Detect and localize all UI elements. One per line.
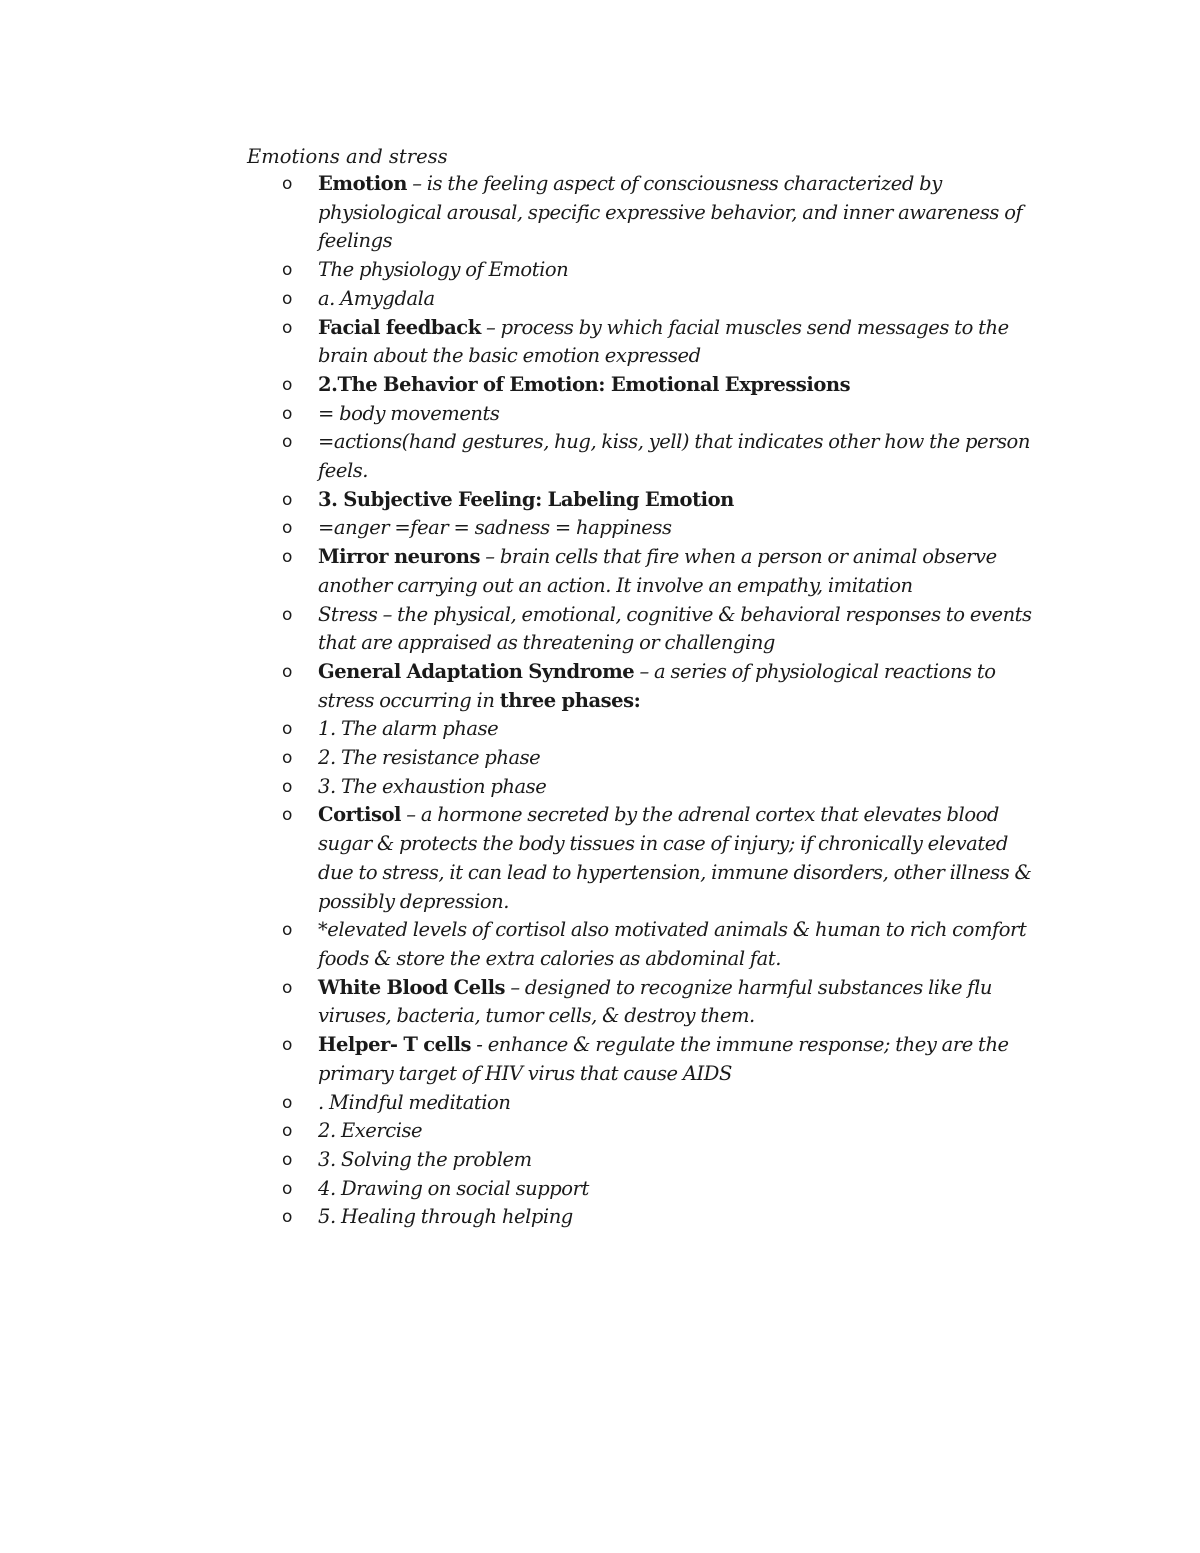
bullet-marker: o — [282, 1207, 292, 1228]
list-item — [282, 1203, 1042, 1232]
list-item — [282, 543, 1042, 600]
item-description: a hormone secreted by the adrenal cortex that elevates blood sugar & protects the body tissues in case of injury; if chronically elevated due to stress, it can lead to hypertension, immune disorders, other illness & possibly depression. — [318, 803, 1032, 913]
list-item — [282, 285, 1042, 314]
item-description: 2. Exercise — [318, 1119, 423, 1143]
item-description: a. Amygdala — [318, 286, 435, 310]
item-description: The physiology of Emotion — [318, 258, 569, 282]
list-item — [282, 371, 1042, 400]
item-description: a series of physiological reactions to stress occurring in — [318, 659, 996, 712]
bullet-marker: o — [282, 977, 292, 998]
item-description: 3. Solving the problem — [318, 1147, 532, 1171]
item-separator: - — [471, 1033, 488, 1057]
item-term: Cortisol — [318, 803, 402, 827]
list-item — [282, 314, 1042, 371]
list-item — [282, 658, 1042, 715]
bullet-list — [282, 170, 1042, 1232]
bullet-marker: o — [282, 1092, 292, 1113]
list-item — [282, 601, 1042, 658]
item-description: process by which facial muscles send messages to the brain about the basic emotion expressed — [318, 315, 1009, 368]
list-item — [282, 1089, 1042, 1118]
bullet-marker: o — [282, 489, 292, 510]
bullet-marker: o — [282, 1121, 292, 1142]
bullet-marker: o — [282, 288, 292, 309]
bullet-marker: o — [282, 374, 292, 395]
list-item — [282, 916, 1042, 973]
item-description: =actions(hand gestures, hug, kiss, yell) that indicates other how the person feels. — [318, 430, 1030, 483]
item-description: 1. The alarm phase — [318, 717, 499, 741]
bullet-marker: o — [282, 776, 292, 797]
item-term: Helper- T cells — [318, 1033, 472, 1057]
item-term: Emotion — [318, 172, 407, 195]
item-separator: – — [634, 659, 655, 683]
bullet-marker: o — [282, 661, 292, 682]
list-item — [282, 400, 1042, 429]
bullet-marker: o — [282, 719, 292, 740]
item-term: 3. Subjective Feeling: Labeling Emotion — [318, 487, 734, 511]
list-item — [282, 170, 1042, 256]
item-description: Stress – the physical, emotional, cognitive & behavioral responses to events that are appraised as threatening or challenging — [318, 602, 1032, 655]
bullet-marker: o — [282, 403, 292, 424]
item-description: 3. The exhaustion phase — [318, 774, 547, 798]
bullet-marker: o — [282, 748, 292, 769]
bullet-marker: o — [282, 1149, 292, 1170]
bullet-marker: o — [282, 1035, 292, 1056]
list-item — [282, 801, 1042, 916]
item-description: enhance & regulate the immune response; they are the primary target of HIV virus that cause AIDS — [318, 1033, 1009, 1085]
item-separator: – — [505, 975, 525, 999]
list-item — [282, 773, 1042, 802]
item-description: . Mindful meditation — [318, 1090, 511, 1114]
list-item — [282, 514, 1042, 543]
item-description: brain cells that fire when a person or animal observe another carrying out an action. It involve an empathy, imitation — [318, 545, 997, 597]
bullet-marker: o — [282, 174, 292, 194]
bullet-marker: o — [282, 518, 292, 539]
list-item — [282, 1117, 1042, 1146]
list-item — [282, 974, 1042, 1031]
list-item — [282, 1031, 1042, 1088]
list-item — [282, 715, 1042, 744]
item-description: *elevated levels of cortisol also motivated animals & human to rich comfort foods & store the extra calories as abdominal fat. — [318, 918, 1027, 970]
item-term-emphasis: three phases: — [499, 688, 641, 712]
item-description: =anger =fear = sadness = happiness — [318, 516, 672, 540]
list-item — [282, 486, 1042, 515]
item-term: 2.The Behavior of Emotion: Emotional Expressions — [318, 372, 851, 396]
bullet-marker: o — [282, 604, 292, 625]
list-item — [282, 744, 1042, 773]
bullet-marker: o — [282, 260, 292, 281]
item-term: Mirror neurons — [318, 545, 481, 569]
bullet-marker: o — [282, 547, 292, 568]
item-description: is the feeling aspect of consciousness characterized by physiological arousal, specific expressive behavior, and inner awareness of feelings — [318, 172, 1023, 253]
item-description: = body movements — [318, 401, 500, 425]
item-term: General Adaptation Syndrome — [318, 659, 635, 683]
bullet-marker: o — [282, 805, 292, 826]
bullet-marker: o — [282, 1178, 292, 1199]
item-description: designed to recognize harmful substances like flu viruses, bacteria, tumor cells, & destroy them. — [318, 975, 992, 1028]
list-item — [282, 1175, 1042, 1204]
item-description: 5. Healing through helping — [318, 1205, 573, 1229]
item-term: Facial feedback — [318, 315, 481, 339]
item-separator: – — [401, 803, 421, 827]
item-description: 4. Drawing on social support — [318, 1176, 589, 1200]
list-item — [282, 256, 1042, 285]
item-description: 2. The resistance phase — [318, 746, 541, 770]
bullet-marker: o — [282, 432, 292, 453]
document-title: Emotions and stress — [247, 145, 448, 168]
item-separator: – — [480, 315, 501, 339]
bullet-marker: o — [282, 317, 292, 338]
item-separator: – — [406, 172, 427, 195]
item-term: White Blood Cells — [318, 975, 506, 999]
bullet-marker: o — [282, 920, 292, 941]
item-separator: – — [480, 545, 500, 569]
list-item — [282, 1146, 1042, 1175]
list-item — [282, 428, 1042, 485]
